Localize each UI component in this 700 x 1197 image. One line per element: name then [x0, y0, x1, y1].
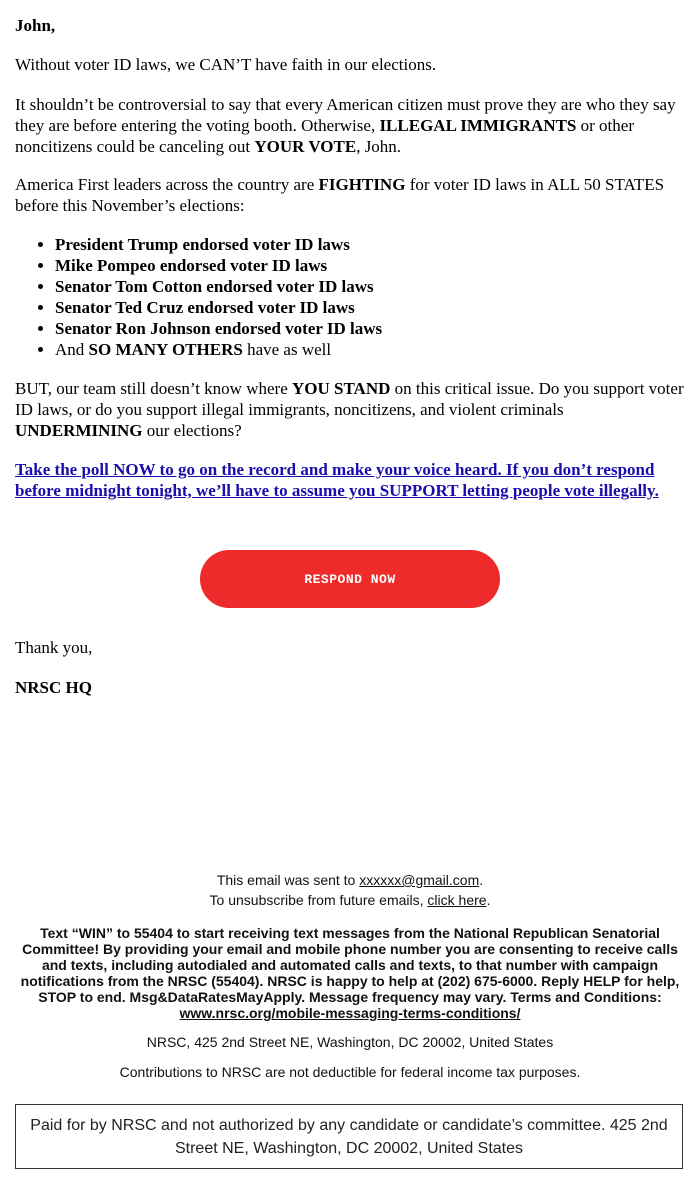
signature: NRSC HQ [15, 678, 92, 697]
recipient-email-link[interactable]: xxxxxx@gmail.com [359, 872, 480, 888]
poll-link[interactable]: Take the poll NOW to go on the record and make your voice heard. If you don’t respond before midnight tonight, we’ll have to assume you SUPPORT letting people vote illegally. [15, 460, 659, 500]
list-item: • Senator Ron Johnson endorsed voter ID laws [55, 318, 685, 339]
contributions-disclaimer: Contributions to NRSC are not deductible for federal income tax purposes. [119, 1064, 581, 1080]
paragraph-where-you-stand [15, 378, 695, 441]
mailing-address: NRSC, 425 2nd Street NE, Washington, DC 20002, United States [146, 1034, 554, 1050]
list-item: • And SO MANY OTHERS have as well [55, 339, 685, 360]
emphasis: YOUR VOTE [254, 137, 357, 156]
paragraph-intro: Without voter ID laws, we CAN’T have faith in our elections. [15, 55, 437, 74]
emphasis: YOU STAND [292, 379, 391, 398]
paid-for-disclaimer: Paid for by NRSC and not authorized by any candidate or candidate’s committee. 425 2nd Street NE, Washington, DC 20002, United States [15, 1104, 683, 1169]
sent-to-line: This email was sent to xxxxxx@gmail.com. [216, 872, 484, 888]
emphasis: FIGHTING [318, 175, 406, 194]
sms-terms: Text “WIN” to 55404 to start receiving text messages from the National Republican Senatorial Committee! By providing your email and mobile phone number you are consenting to receive calls and texts, including autodialed and automated calls and texts, to that number with campaign notifications from the NRSC (55404). NRSC is happy to help at (202) 675-6000. Reply HELP for help, STOP to end. Msg&DataRatesMayApply. Message frequency may vary. Terms and Conditions: www.nrsc.org/mobile-messaging-terms-conditions/ [20, 925, 680, 1021]
list-item: • Senator Tom Cotton endorsed voter ID laws [55, 276, 685, 297]
list-item: • Mike Pompeo endorsed voter ID laws [55, 255, 685, 276]
text: or other noncitizens could be canceling out [15, 116, 634, 156]
greeting: John, [15, 16, 56, 35]
text: for voter ID laws in ALL 50 STATES before this November’s elections: [15, 175, 665, 215]
list-item: • President Trump endorsed voter ID laws [55, 234, 685, 255]
text: America First leaders across the country are [15, 175, 319, 194]
poll-paragraph [15, 459, 685, 501]
terms-link[interactable]: www.nrsc.org/mobile-messaging-terms-conditions/ [179, 1005, 521, 1021]
endorsement-list [15, 234, 685, 360]
text: , John. [356, 137, 402, 156]
unsubscribe-line: To unsubscribe from future emails, click here. [209, 892, 491, 908]
respond-now-button[interactable]: RESPOND NOW [200, 550, 500, 608]
unsubscribe-link[interactable]: click here [427, 892, 487, 908]
text: It shouldn’t be controversial to say that every American citizen must prove they are who they say they are before entering the voting booth. Otherwise, [15, 95, 676, 135]
text: on this critical issue. Do you support voter ID laws, or do you support illegal immigrants, noncitizens, and violent criminals [15, 379, 684, 419]
paragraph-voting-booth [15, 94, 685, 157]
text: our elections? [142, 421, 242, 440]
emphasis: UNDERMINING [15, 421, 143, 440]
closing: Thank you, [15, 638, 93, 657]
list-item: • Senator Ted Cruz endorsed voter ID laws [55, 297, 685, 318]
paragraph-leaders [15, 174, 685, 216]
text: BUT, our team still doesn’t know where [15, 379, 292, 398]
emphasis: ILLEGAL IMMIGRANTS [379, 116, 577, 135]
